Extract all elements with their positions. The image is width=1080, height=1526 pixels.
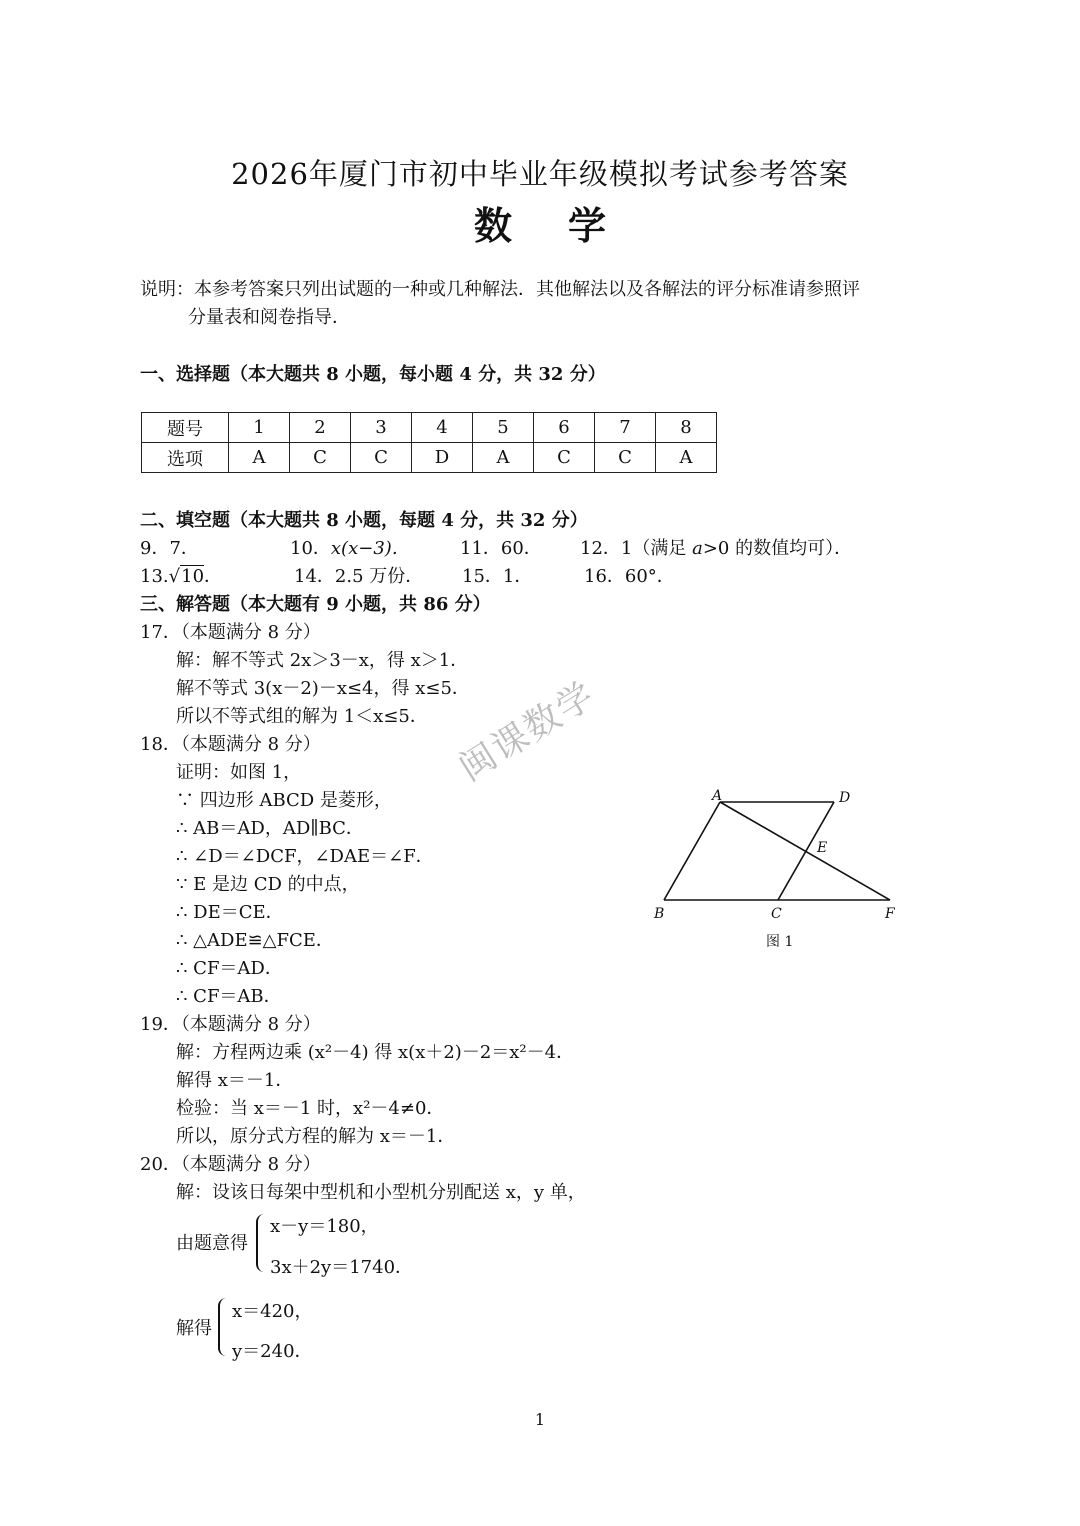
q19-title: 19．（本题满分 8 分） xyxy=(140,1014,321,1035)
subject-title: 数学 xyxy=(473,203,662,248)
q10-number: 10． xyxy=(290,538,331,559)
system-1-eq-2: 3x＋2y＝1740． xyxy=(270,1257,414,1278)
table-cell: 2 xyxy=(290,413,351,443)
section-1-heading: 一、选择题（本大题共 8 小题，每小题 4 分，共 32 分） xyxy=(140,364,606,385)
note-paragraph xyxy=(140,276,900,332)
table-cell: 5 xyxy=(473,413,534,443)
label-e: E xyxy=(817,840,828,856)
sqrt-symbol: √10 xyxy=(168,566,205,587)
q20-line-1: 解：设该日每架中型机和小型机分别配送 x，y 单， xyxy=(176,1182,586,1203)
q19-line-3: 检验：当 x＝－1 时，x²－4≠0． xyxy=(176,1098,445,1119)
label-f: F xyxy=(885,906,895,922)
label-b: B xyxy=(654,906,665,922)
q18-line: ∴ CF＝AD． xyxy=(176,958,283,979)
q13-radicand: 10 xyxy=(181,566,205,587)
q18-line: ∴ ∠D＝∠DCF，∠DAE＝∠F． xyxy=(176,846,434,867)
table-cell: C xyxy=(351,443,412,473)
row-header-answer: 选项 xyxy=(142,443,229,473)
table-cell: A xyxy=(229,443,290,473)
system-2-label: 解得 xyxy=(176,1318,212,1339)
q17-line-3: 所以不等式组的解为 1＜x≤5． xyxy=(176,706,428,727)
segment-ab xyxy=(664,802,720,900)
label-c: C xyxy=(771,906,782,922)
section-2-heading: 二、填空题（本大题共 8 小题，每题 4 分，共 32 分） xyxy=(140,510,588,531)
q12-text-a: 12．1（满足 xyxy=(580,538,687,559)
q13-end: ． xyxy=(204,566,223,587)
table-row-answers xyxy=(142,443,717,473)
answer-q9: 9．7． xyxy=(140,538,199,559)
answer-q16: 16．60°． xyxy=(584,566,675,587)
q19-line-2: 解得 x＝－1． xyxy=(176,1070,294,1091)
label-d: D xyxy=(839,790,851,806)
table-cell: 8 xyxy=(656,413,717,443)
figure-caption: 图 1 xyxy=(766,934,794,950)
q17-line-2: 解不等式 3(x－2)－x≤4，得 x≤5． xyxy=(176,678,470,699)
q18-line: ∴ AB＝AD，AD∥BC． xyxy=(176,818,364,839)
segment-af xyxy=(720,802,890,900)
table-cell: A xyxy=(656,443,717,473)
answer-q15: 15．1． xyxy=(462,566,533,587)
answer-q12 xyxy=(580,534,852,560)
q12-text-b: >0 的数值均可）． xyxy=(702,538,853,559)
system-2-eq-1: x＝420， xyxy=(232,1301,313,1322)
watermark: 闽课数学 xyxy=(452,674,603,790)
table-cell: D xyxy=(412,443,473,473)
table-cell: 4 xyxy=(412,413,473,443)
table-row-numbers xyxy=(142,413,717,443)
system-1-label: 由题意得 xyxy=(176,1233,248,1254)
note-line-2: 分量表和阅卷指导． xyxy=(188,307,350,328)
table-cell: 6 xyxy=(534,413,595,443)
answer-table xyxy=(141,412,717,473)
note-line-1: 说明：本参考答案只列出试题的一种或几种解法．其他解法以及各解法的评分标准请参照评 xyxy=(140,279,860,300)
system-2-eq-2: y＝240． xyxy=(232,1341,313,1362)
table-cell: 1 xyxy=(229,413,290,443)
row-header-number: 题号 xyxy=(142,413,229,443)
q18-line: ∴ CF＝AB． xyxy=(176,986,282,1007)
table-cell: 3 xyxy=(351,413,412,443)
table-cell: C xyxy=(290,443,351,473)
q18-line: ∵ E 是边 CD 的中点， xyxy=(176,874,360,895)
q19-line-1: 解：方程两边乘 (x²－4) 得 x(x＋2)－2＝x²－4． xyxy=(176,1042,575,1063)
q18-line: ∵ 四边形 ABCD 是菱形， xyxy=(176,790,392,811)
system-1-eq-1: x－y＝180， xyxy=(270,1216,379,1237)
q19-line-4: 所以，原分式方程的解为 x＝－1． xyxy=(176,1126,456,1147)
answer-q14: 14．2.5 万份． xyxy=(294,566,424,587)
q20-title: 20．（本题满分 8 分） xyxy=(140,1154,321,1175)
table-cell: C xyxy=(534,443,595,473)
q18-line: ∴ △ADE≌△FCE． xyxy=(176,930,334,951)
q17-line-1: 解：解不等式 2x＞3－x，得 x＞1． xyxy=(176,650,469,671)
document-title: 2026年厦门市初中毕业年级模拟考试参考答案 xyxy=(231,157,849,191)
brace-icon xyxy=(256,1214,268,1272)
answer-q10 xyxy=(290,534,410,560)
answer-q11: 11．60． xyxy=(460,538,542,559)
q18-line: 证明：如图 1， xyxy=(176,762,302,783)
label-a: A xyxy=(712,788,723,804)
table-cell: C xyxy=(595,443,656,473)
q18-line: ∴ DE＝CE． xyxy=(176,902,284,923)
brace-icon xyxy=(218,1298,230,1356)
q10-expression: x(x−3)． xyxy=(330,538,410,559)
page-number: 1 xyxy=(534,1410,546,1429)
table-cell: A xyxy=(473,443,534,473)
q13-number: 13. xyxy=(140,566,169,587)
answer-q13 xyxy=(140,562,222,588)
q18-title: 18．（本题满分 8 分） xyxy=(140,734,321,755)
table-cell: 7 xyxy=(595,413,656,443)
q12-variable: a xyxy=(692,538,703,559)
figure-1-diagram xyxy=(640,780,920,955)
q17-title: 17．（本题满分 8 分） xyxy=(140,622,321,643)
section-3-heading: 三、解答题（本大题有 9 小题，共 86 分） xyxy=(140,594,491,615)
